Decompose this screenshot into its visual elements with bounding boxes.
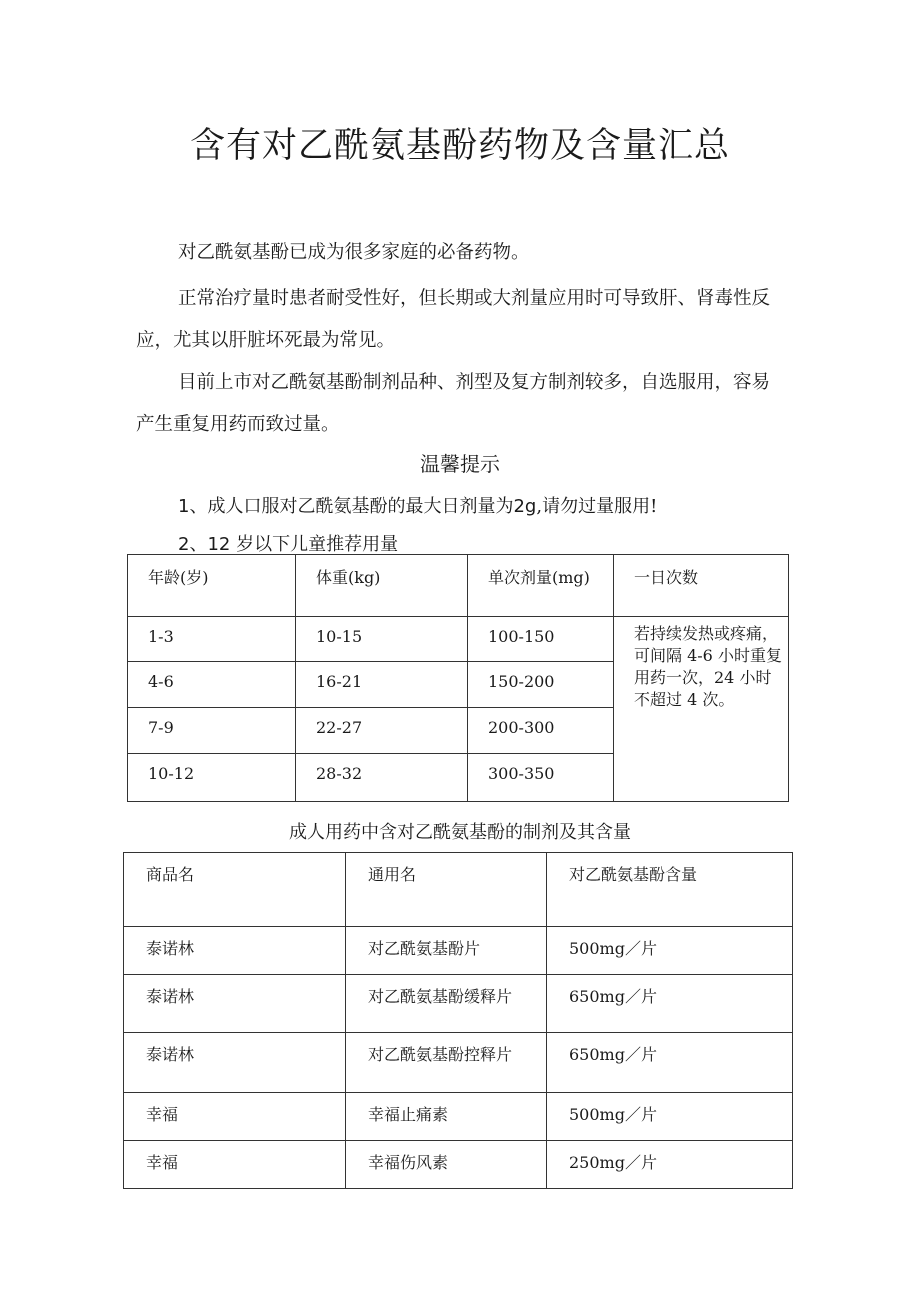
cell-content: 250mg／片: [547, 1141, 793, 1189]
cell-generic: 对乙酰氨基酚控释片: [346, 1033, 547, 1093]
tip-age: 、12: [189, 534, 231, 555]
paragraph-toxicity: 正常治疗量时患者耐受性好，但长期或大剂量应用时可导致肝、肾毒性反应，尤其以肝脏坏死最为常见。: [136, 288, 771, 351]
cell-brand: 泰诺林: [124, 927, 346, 975]
tips-heading: 温馨提示: [420, 452, 500, 476]
tip-tail: ,请勿过量服用!: [536, 496, 658, 517]
table-header-row: [128, 555, 789, 617]
cell-content: 650mg／片: [547, 1033, 793, 1093]
header-age: 年龄(岁): [128, 555, 296, 617]
cell-dose: 200-300: [468, 708, 614, 754]
cell-weight: 10-15: [296, 617, 468, 662]
cell-weight: 22-27: [296, 708, 468, 754]
header-weight: 体重(kg): [296, 555, 468, 617]
cell-content: 500mg／片: [547, 927, 793, 975]
tip-adult-max-dose: [178, 492, 657, 518]
product-table-caption: 成人用药中含对乙酰氨基酚的制剂及其含量: [289, 822, 631, 843]
header-daily-frequency: 一日次数: [614, 555, 789, 617]
table-row: [124, 975, 793, 1033]
document-title: 含有对乙酰氨基酚药物及含量汇总: [189, 126, 730, 166]
cell-age: 4-6: [128, 662, 296, 708]
tip-text: 、成人口服对乙酰氨基酚的最大日剂量为: [189, 496, 514, 517]
table-row: [128, 617, 789, 662]
table-row: [124, 1141, 793, 1189]
tip-number: 1: [178, 496, 190, 517]
cell-brand: 泰诺林: [124, 1033, 346, 1093]
cell-generic: 幸福止痛素: [346, 1093, 547, 1141]
cell-content: 650mg／片: [547, 975, 793, 1033]
tip-dose-value: 2g: [513, 496, 537, 517]
header-single-dose: 单次剂量(mg): [468, 555, 614, 617]
cell-brand: 幸福: [124, 1141, 346, 1189]
cell-brand: 泰诺林: [124, 975, 346, 1033]
cell-dose: 300-350: [468, 754, 614, 802]
paragraph-overdose-risk: 目前上市对乙酰氨基酚制剂品种、剂型及复方制剂较多，自选服用，容易产生重复用药而致过量。: [136, 372, 771, 435]
paragraph-intro: 对乙酰氨基酚已成为很多家庭的必备药物。: [178, 242, 530, 263]
cell-generic: 幸福伤风素: [346, 1141, 547, 1189]
cell-weight: 16-21: [296, 662, 468, 708]
cell-dose: 150-200: [468, 662, 614, 708]
tip-number: 2: [178, 534, 190, 555]
cell-age: 1-3: [128, 617, 296, 662]
tip-child-dosage: [178, 530, 398, 556]
table-row: [124, 1033, 793, 1093]
cell-generic: 对乙酰氨基酚缓释片: [346, 975, 547, 1033]
cell-age: 10-12: [128, 754, 296, 802]
cell-frequency-note: 若持续发热或疼痛，可间隔 4-6 小时重复用药一次，24 小时不超过 4 次。: [614, 617, 789, 802]
child-dosage-table: [127, 554, 789, 802]
table-row: [124, 927, 793, 975]
cell-dose: 100-150: [468, 617, 614, 662]
adult-product-table: [123, 852, 793, 1189]
header-content: 对乙酰氨基酚含量: [547, 853, 793, 927]
cell-brand: 幸福: [124, 1093, 346, 1141]
header-brand-name: 商品名: [124, 853, 346, 927]
tip-text: 岁以下儿童推荐用量: [230, 534, 399, 555]
header-generic-name: 通用名: [346, 853, 547, 927]
table-header-row: [124, 853, 793, 927]
table-row: [124, 1093, 793, 1141]
cell-generic: 对乙酰氨基酚片: [346, 927, 547, 975]
cell-content: 500mg／片: [547, 1093, 793, 1141]
cell-weight: 28-32: [296, 754, 468, 802]
cell-age: 7-9: [128, 708, 296, 754]
